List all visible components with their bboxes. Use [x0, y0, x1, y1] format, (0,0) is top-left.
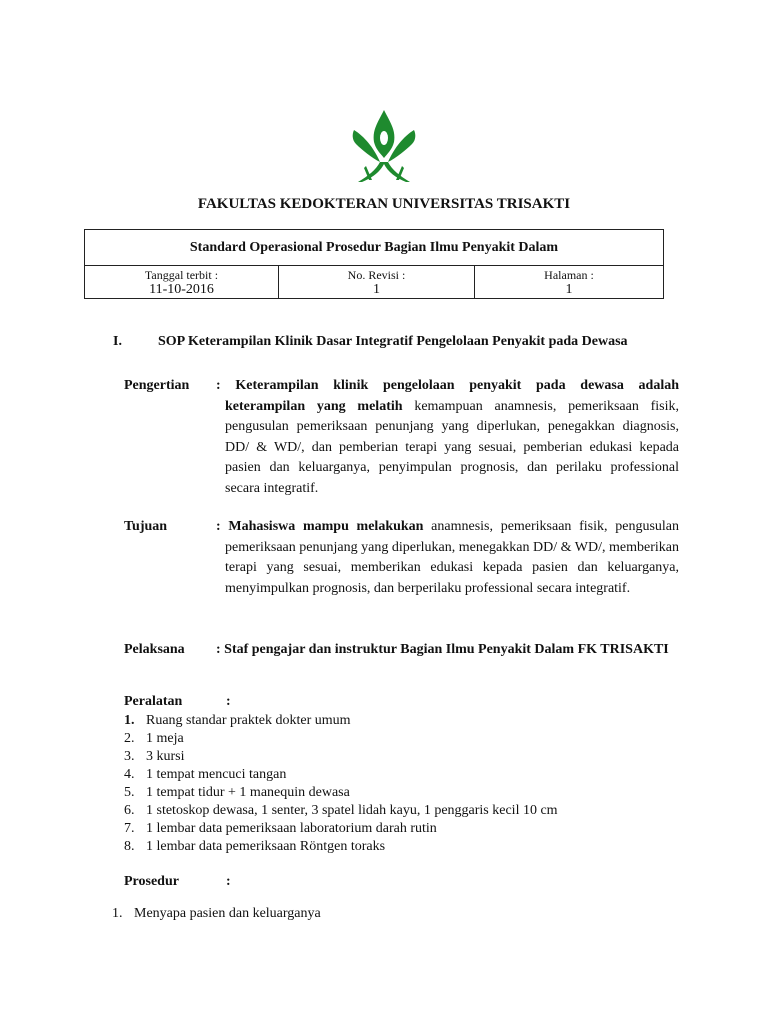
list-item: 3. 3 kursi	[124, 749, 185, 764]
issue-date-value: 11-10-2016	[149, 282, 214, 297]
peralatan-colon: :	[226, 694, 231, 709]
tujuan-bold-text: : Mahasiswa mampu melakukan	[216, 519, 424, 534]
page-label: Halaman :	[544, 268, 594, 282]
list-item: 5. 1 tempat tidur + 1 manequin dewasa	[124, 785, 350, 800]
section-number: I.	[113, 334, 122, 349]
pengertian-text: kemampuan anamnesis, pemeriksaan fisik, pengusulan pemeriksaan penunjang yang diperlukan, penegakkan diagnosis, DD/ & WD/, dan pemberian terapi yang sesuai, pemberian edukasi kepada pasien dan keluarganya, penyimpulan prognosis, dan perilaku professional secara integratif.	[225, 398, 680, 496]
list-item: 4. 1 tempat mencuci tangan	[124, 767, 287, 782]
sop-header-table	[84, 229, 664, 299]
issue-date-cell	[85, 266, 279, 299]
list-item: 8. 1 lembar data pemeriksaan Röntgen toraks	[124, 839, 386, 854]
tujuan-body	[216, 517, 679, 599]
revision-cell	[279, 266, 475, 299]
procedure-step-text: Menyapa pasien dan keluarganya	[134, 906, 321, 921]
sop-title: Standard Operasional Prosedur Bagian Ilmu Penyakit Dalam	[85, 230, 664, 266]
pengertian-field	[124, 376, 679, 499]
procedure-step	[112, 906, 321, 922]
issue-date-label: Tanggal terbit :	[144, 268, 219, 282]
trisakti-emblem-icon	[350, 108, 418, 184]
peralatan-heading	[124, 694, 231, 710]
tujuan-label: Tujuan	[124, 519, 168, 534]
pengertian-bold-text: : Keterampilan klinik pengelolaan penyakit pada dewasa adalah keterampilan yang melatih	[216, 378, 679, 414]
page-cell	[475, 266, 664, 299]
list-item: 2. 1 meja	[124, 731, 184, 746]
peralatan-label: Peralatan	[124, 694, 183, 709]
page-value: 1	[565, 282, 573, 297]
tujuan-text: anamnesis, pemeriksaan fisik, pengusulan pemeriksaan penunjang yang diperlukan, menegakkan DD/ & WD/, memberikan terapi yang sesuai, memberikan edukasi kepada pasien dan keluarganya, menyimpulkan prognosis, dan berperilaku professional secara integratif.	[225, 519, 679, 596]
prosedur-colon: :	[226, 874, 231, 889]
list-item: 1. Ruang standar praktek dokter umum	[124, 713, 351, 728]
pelaksana-body	[216, 640, 679, 661]
faculty-title: FAKULTAS KEDOKTERAN UNIVERSITAS TRISAKTI	[197, 196, 571, 212]
prosedur-label: Prosedur	[124, 874, 179, 889]
revision-label: No. Revisi :	[347, 268, 406, 282]
revision-value: 1	[373, 282, 380, 297]
prosedur-heading	[124, 874, 231, 890]
section-heading	[113, 334, 673, 350]
tujuan-field	[124, 517, 679, 599]
equipment-list	[124, 712, 558, 856]
pelaksana-label: Pelaksana	[124, 642, 185, 657]
pelaksana-bold-text: : Staf pengajar dan instruktur Bagian Ilmu Penyakit Dalam FK TRISAKTI	[216, 642, 669, 657]
list-item: 6. 1 stetoskop dewasa, 1 senter, 3 spatel lidah kayu, 1 penggaris kecil 10 cm	[124, 803, 558, 818]
section-title: SOP Keterampilan Klinik Dasar Integratif Pengelolaan Penyakit pada Dewasa	[158, 334, 628, 349]
pelaksana-field	[124, 640, 679, 661]
pengertian-label: Pengertian	[124, 378, 190, 393]
list-item: 7. 1 lembar data pemeriksaan laboratorium darah rutin	[124, 821, 437, 836]
procedure-step-number: 1.	[112, 906, 123, 921]
pengertian-body	[216, 376, 680, 499]
